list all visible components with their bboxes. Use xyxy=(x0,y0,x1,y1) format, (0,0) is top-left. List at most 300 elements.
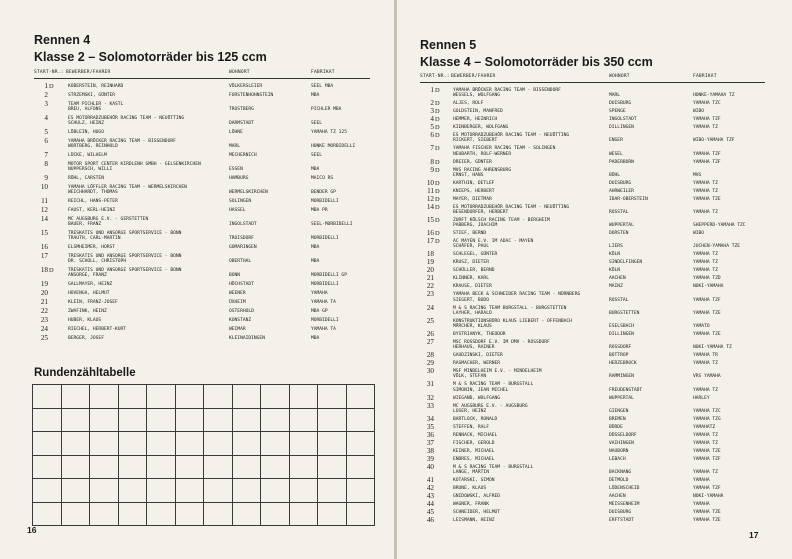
entry-cls: D xyxy=(435,230,440,238)
entry-city: DUISBURG xyxy=(609,180,632,186)
entry-name: MOTOR SPORT CENTER KIRDLENH GMBH - GELSENKIRCHEN NUPPERSCH, WILLI xyxy=(68,161,201,173)
entry-num: 44 xyxy=(426,500,434,508)
entry-city: BOTTROP xyxy=(609,353,629,359)
entry-cls: D xyxy=(435,158,440,166)
entry-make: YAMAHA TZ xyxy=(693,469,718,475)
entry-make: YAMAHA TZ xyxy=(693,387,718,393)
lap-table-cell xyxy=(289,408,318,432)
entry-name: YAMAHA BECK & SCHNEIDER RACING TEAM - NÜRNBERG SIEGERT, BODO xyxy=(453,292,581,303)
entry-num: 33 xyxy=(426,401,434,410)
lap-table-cell xyxy=(346,385,375,409)
lap-table-cell xyxy=(33,432,62,456)
entry-make: NOKI-YAMAHA TZ xyxy=(693,345,732,351)
entry-make: YAMAHA TZC xyxy=(693,101,721,107)
entry-num: 34 xyxy=(426,414,434,423)
lap-table-cell xyxy=(61,502,90,526)
entry-name: M & S RACING TEAM - BURGSTALL LANGE, MARTIN xyxy=(453,464,534,475)
entry-num: 16 xyxy=(426,229,434,238)
entry-num: 12 xyxy=(40,205,48,214)
entry-make: YAMAHA TZE xyxy=(693,332,721,337)
entry-num: 18 xyxy=(40,266,48,274)
entry-city: NAUBORN xyxy=(609,448,629,454)
entry-city: LÜDENSCHEID xyxy=(609,486,640,491)
entry-make: YAMAHA TZ xyxy=(693,180,718,186)
lap-table-cell xyxy=(61,455,90,479)
entry-make: BENDER GP xyxy=(311,190,336,196)
entry-name: RIECHEL, HERBERT-KURT xyxy=(68,326,127,332)
lap-table-cell xyxy=(175,479,204,503)
entry-num: 46 xyxy=(426,516,434,524)
entry-make: MVG xyxy=(693,172,702,178)
entry-num: 26 xyxy=(426,330,434,338)
lap-table-cell xyxy=(204,408,233,432)
entry-name: HOVENGA, HELMUT xyxy=(68,291,110,296)
entry-city: AHRWEILER xyxy=(609,188,634,194)
entry-make: YAMAHA xyxy=(311,291,328,296)
entry-num: 15 xyxy=(426,216,434,224)
entry-make: VRS YAMAHA xyxy=(693,374,721,380)
entry-num: 38 xyxy=(426,446,434,455)
entry-city: HÖCHSTADT xyxy=(229,282,254,288)
entry-make: MORBIDELLI xyxy=(311,317,339,323)
lap-table-cell xyxy=(147,408,176,432)
entry-name: SCHLEGEL, GÜNTER xyxy=(453,252,498,258)
lap-table-cell xyxy=(118,385,147,409)
lap-table-cell xyxy=(346,455,375,479)
race-title: Rennen 5 xyxy=(420,38,477,52)
lap-table-cell xyxy=(175,385,204,409)
entry-city: MEISSENHEIM xyxy=(609,502,640,507)
lap-table-cell xyxy=(147,502,176,526)
entry-num: 23 xyxy=(40,315,48,324)
lap-table-row xyxy=(33,455,375,479)
entry-city: LEBACH xyxy=(609,456,626,462)
lap-table-cell xyxy=(318,432,347,456)
entry-cls: D xyxy=(435,179,440,187)
entry-num: 25 xyxy=(40,333,48,342)
lap-table-cell xyxy=(204,385,233,409)
lap-table-cell xyxy=(261,408,290,432)
entry-num: 10 xyxy=(40,182,48,191)
entry-make: MORBIDELLI xyxy=(311,236,339,242)
entry-name: HUBER, KLAUS xyxy=(68,317,102,323)
entry-num: 11 xyxy=(41,197,48,205)
entry-make: YAMAHA TZF xyxy=(693,456,721,462)
lap-table-cell xyxy=(147,432,176,456)
entry-name: TRESKATIS UND ANSORGE SPORTSERVICE - BONN TRAUTH, CARL-MARTIN xyxy=(68,230,182,242)
entry-city: KONSTANZ xyxy=(229,317,252,323)
lap-table-cell xyxy=(90,432,119,456)
entry-name: BARTLOCK, RONALD xyxy=(453,416,498,422)
entry-make: WIBO-YAMAHA TZF xyxy=(693,138,735,144)
entry-name: ES MOTORRADZUBEHÖR RACING TEAM - NEUÖTTING SCHULZ, HEINZ xyxy=(68,115,185,127)
lap-table-cell xyxy=(261,502,290,526)
entry-name: GAUDZINSKI, DIETER xyxy=(453,353,503,359)
entry-make: YAMAHA TZF xyxy=(693,297,721,303)
entry-name: RÖHL, CARSTEN xyxy=(68,176,104,181)
lap-table-cell xyxy=(175,455,204,479)
entry-make: SHEPPERD-YAMAHA TZC xyxy=(693,223,746,229)
entry-city: ESSEN xyxy=(229,167,243,173)
entry-cls: D xyxy=(49,83,54,90)
lap-table-cell xyxy=(261,432,290,456)
entry-num: 35 xyxy=(426,422,434,431)
entry-make: MORBIDELLI xyxy=(311,199,339,204)
class-title: Klasse 4 – Solomotorräder bis 350 ccm xyxy=(420,55,653,69)
lap-table-cell xyxy=(90,408,119,432)
page-number-right: 17 xyxy=(749,530,759,540)
entry-num: 9 xyxy=(430,165,434,174)
entry-city: RAMMINGEN xyxy=(609,374,634,380)
entry-num: 20 xyxy=(426,266,434,275)
entry-cls: D xyxy=(435,100,440,108)
entry-make: YAMAHA TZ xyxy=(693,260,718,266)
right-page xyxy=(397,0,792,559)
lap-table-cell xyxy=(118,479,147,503)
entry-name: REICHL, HANS-PETER xyxy=(68,199,118,204)
lap-table-cell xyxy=(346,479,375,503)
entry-name: WAGNER, FRANK xyxy=(453,502,489,507)
entry-city: DILLINGEN xyxy=(609,332,634,337)
lap-table-cell xyxy=(346,408,375,432)
lap-table-cell xyxy=(232,479,261,503)
entry-name: KLINNER, KARL xyxy=(453,276,489,282)
entry-num: 42 xyxy=(426,484,434,492)
entry-cls: D xyxy=(435,108,440,116)
entry-num: 27 xyxy=(426,338,434,346)
entry-name: ENDRES, MICHAEL xyxy=(453,456,495,462)
left-page xyxy=(0,0,394,559)
entry-city: ERFTSTADT xyxy=(609,518,634,523)
lap-table-cell xyxy=(90,479,119,503)
entry-num: 4 xyxy=(44,113,48,122)
lap-table-cell xyxy=(204,455,233,479)
lap-table-cell xyxy=(118,408,147,432)
entry-name: ELSMHEIMER, HORST xyxy=(68,245,116,250)
entry-make: SEEL-MORBIDELLI xyxy=(311,221,353,227)
header-bewerber: BEWERBER/FAHRER xyxy=(451,74,496,79)
lap-table-cell xyxy=(33,479,62,503)
entry-name: LEISMANN, HEINZ xyxy=(453,518,495,523)
entry-city: GOMARINGEN xyxy=(229,245,257,250)
entry-city: PADERBORN xyxy=(609,159,634,165)
entry-num: 41 xyxy=(426,476,434,484)
entry-make: YAMAHA TZC xyxy=(693,408,721,414)
entry-cls: D xyxy=(49,267,54,274)
entry-city: VÖLKERSLEIER xyxy=(229,84,263,89)
entry-name: STEFFEN, RALF xyxy=(453,424,489,430)
header-start-nr: START-NR.: xyxy=(34,70,64,75)
entry-name: TRESKATIS UND ANSORGE SPORTSERVICE - BONN ANSORGE, FRANZ xyxy=(68,268,182,279)
lap-table-cell xyxy=(33,502,62,526)
entry-make: YAMAHA TZD xyxy=(693,276,721,282)
entry-list xyxy=(420,88,765,543)
entry-name: SCHÜLLER, BERND xyxy=(453,268,495,274)
entry-name: YAMAHA LÖFFLER RACING TEAM - WERMELSKIRCHEN WEICHHARDT, THOMAS xyxy=(68,184,187,196)
entry-make: YAMAHA TZE xyxy=(693,310,721,316)
entry-name: YAMAHA BRÖCKER RACING TEAM - BISSENDORF WORTBERG, REINHOLD xyxy=(68,138,176,150)
entry-num: 24 xyxy=(426,303,434,312)
entry-make: JUCHEN-YAMAHA TZE xyxy=(693,244,741,250)
entry-name: TEAM PICHLER - KASTL BREU, ALFONS xyxy=(68,101,124,112)
lap-table-cell xyxy=(33,385,62,409)
entry-make: MORBIDELLI GP xyxy=(311,273,347,279)
entry-num: 3 xyxy=(430,107,434,116)
lap-table-cell xyxy=(90,455,119,479)
lap-count-table xyxy=(32,384,375,526)
entry-city: KÖLN xyxy=(609,252,621,258)
entry-name: DREIER, GÜNTER xyxy=(453,159,492,165)
entry-num: 28 xyxy=(426,351,434,360)
class-title: Klasse 2 – Solomotorräder bis 125 ccm xyxy=(34,50,267,64)
entry-city: DARMSTADT xyxy=(229,121,254,127)
entry-cls: D xyxy=(435,166,440,174)
entry-make: SEEL xyxy=(311,121,323,127)
entry-make: SEEL xyxy=(311,153,323,158)
lap-table-cell xyxy=(318,502,347,526)
entry-make: NOKI-YAMAHA xyxy=(693,284,724,290)
entry-num: 45 xyxy=(426,508,434,516)
entry-city: MARL xyxy=(229,144,241,150)
header-fabrikat: FABRIKAT xyxy=(693,74,717,79)
entry-city: SINDELFINGEN xyxy=(609,260,643,266)
entry-num: 5 xyxy=(44,128,48,136)
entry-name: FISCHER, GEROLD xyxy=(453,440,495,446)
entry-name: STIEF, BERND xyxy=(453,231,487,237)
entry-name: M & S RACING TEAM - BURGSTALL SIMONIN, JEAN MICHEL xyxy=(453,382,534,393)
entry-city: ÜXHEIM xyxy=(229,299,246,305)
entry-num: 17 xyxy=(426,237,434,246)
entry-city: BÜRDE xyxy=(609,424,623,430)
entry-city: INGOLSTADT xyxy=(609,117,637,123)
entry-city: ENGER xyxy=(609,138,623,144)
entry-num: 4 xyxy=(430,115,434,124)
lap-table-row xyxy=(33,479,375,503)
entry-num: 19 xyxy=(40,280,48,289)
entry-city: SPENGE xyxy=(609,109,626,115)
entry-make: YAMAHA TZ xyxy=(693,209,718,215)
entry-num: 5 xyxy=(430,123,434,132)
lap-table-cell xyxy=(346,432,375,456)
entry-num: 11 xyxy=(427,186,434,195)
entry-make: MBA xyxy=(311,245,320,250)
entry-make: YAMAHA TZG xyxy=(693,416,721,422)
lap-table-cell xyxy=(204,479,233,503)
entry-city: TROSTBERG xyxy=(229,106,254,112)
entry-city: SOLINGEN xyxy=(229,199,252,204)
entry-city: LÖHNE xyxy=(229,130,243,135)
lap-table-cell xyxy=(232,432,261,456)
entry-make: WIBO xyxy=(693,231,705,237)
entry-city: VAIHINGEN xyxy=(609,440,634,446)
entry-city: BÜHL xyxy=(609,172,621,178)
entry-make: MORBIDELLI xyxy=(311,282,339,288)
entry-num: 7 xyxy=(44,151,48,159)
entry-city: WEIMAR xyxy=(229,326,246,332)
entry-city: INGOLSTADT xyxy=(229,221,257,227)
entry-name: ZURFT KÖLSCH RACING TEAM - BERGHEIM PABBERG, JOACHIM xyxy=(453,218,550,229)
entry-name: GOLDSTEIN, MANFRED xyxy=(453,109,503,115)
header-fabrikat: FABRIKAT xyxy=(311,70,335,75)
lap-table-cell xyxy=(118,502,147,526)
entry-name: AC MAYEN E.V. IM ADAC - MAYEN SCHÄFER, PAUL xyxy=(453,239,534,250)
entry-name: MVG RACING AHRENSBURG ERNST, HANS xyxy=(453,167,512,178)
entry-name: KOBERSTEIN, REINHARD xyxy=(68,84,124,89)
header-wohnort: WOHNORT xyxy=(229,70,250,75)
entry-make: YAMAHA TZ xyxy=(693,440,718,446)
entry-name: RENNACK, MICHAEL xyxy=(453,432,498,438)
entry-make: WIBO xyxy=(693,109,705,115)
entry-num: 39 xyxy=(426,454,434,463)
lap-table-cell xyxy=(147,385,176,409)
lap-table-cell xyxy=(289,502,318,526)
entry-city: DILLINGEN xyxy=(609,125,634,131)
lap-table-cell xyxy=(261,455,290,479)
entry-num: 21 xyxy=(40,297,48,306)
header-rule xyxy=(420,82,765,83)
entry-make: HARLEY xyxy=(693,395,710,401)
entry-name: MAYER, DIETMAR xyxy=(453,196,492,202)
entry-name: ZWAFINK, HEINZ xyxy=(68,308,107,314)
entry-name: KOTARSKI, SIMON xyxy=(453,478,495,483)
entry-make: YAMAHA TZ xyxy=(693,268,718,274)
entry-make: MBA PR xyxy=(311,207,328,213)
entry-make: YAMAHA TZE xyxy=(693,448,721,454)
lap-table-cell xyxy=(204,502,233,526)
entry-name: MC AUGSBURG E.V. - AUGSBURG LOSER, HEINZ xyxy=(453,403,528,414)
lap-table-cell xyxy=(318,408,347,432)
entry-num: 15 xyxy=(40,228,48,237)
entry-city: BURGSTETTEN xyxy=(609,310,640,316)
entry-num: 6 xyxy=(430,131,434,140)
entry-make: MBA xyxy=(311,259,320,265)
entry-city: MECHERNICH xyxy=(229,153,257,158)
lap-table-cell xyxy=(61,385,90,409)
entry-name: GALLMAYER, HEINZ xyxy=(68,282,113,288)
entry-num: 2 xyxy=(430,99,434,108)
entry-cls: D xyxy=(435,187,440,195)
entry-city: WESEL xyxy=(609,151,623,157)
entry-make: MAICO RS xyxy=(311,176,334,181)
lap-table-cell xyxy=(90,385,119,409)
lap-table-cell xyxy=(232,408,261,432)
lap-table-cell xyxy=(289,479,318,503)
entry-make: HONKE-YAMAHA TZ xyxy=(693,93,735,99)
entry-make: MBA GP xyxy=(311,308,328,314)
entry-name: KONSTRUKTIONSBÜRO KLAUS LIEBERT - OFFENBACH MÄRCHER, KLAUS xyxy=(453,318,572,329)
entry-num: 1 xyxy=(44,82,48,90)
entry-name: LÖBLEIN, HUGO xyxy=(68,130,104,135)
lap-table-cell xyxy=(232,385,261,409)
lap-table-cell xyxy=(61,479,90,503)
entry-city: FREUDENSTADT xyxy=(609,387,643,393)
entry-cls: D xyxy=(435,238,440,246)
entry-cls: D xyxy=(435,116,440,124)
entry-cls: D xyxy=(435,145,440,153)
entry-city: WUPPERTAL xyxy=(609,223,634,229)
entry-name: ALJES, ROLF xyxy=(453,101,484,107)
entry-city: MARL xyxy=(609,93,621,99)
entry-num: 8 xyxy=(44,159,48,168)
entry-city: ROSSTAL xyxy=(609,209,629,215)
entry-name: HEMMER, HEINRICH xyxy=(453,117,498,123)
entry-make: YAMAHA TZ xyxy=(693,252,718,258)
entry-city: ESELSBACH xyxy=(609,323,634,329)
lap-table-cell xyxy=(318,479,347,503)
entry-city: ROSSDORF xyxy=(609,345,632,351)
entry-city: IDAR-OBERSTEIN xyxy=(609,196,648,202)
lap-table-row xyxy=(33,432,375,456)
lap-table-cell xyxy=(175,432,204,456)
entry-city: TROISDORF xyxy=(229,236,254,242)
entry-make: YAMAHA TZ xyxy=(693,188,718,194)
entry-cls: D xyxy=(435,132,440,140)
race-title: Rennen 4 xyxy=(34,33,91,47)
lap-table-cell xyxy=(90,502,119,526)
entry-num: 20 xyxy=(40,289,48,297)
lap-table-cell xyxy=(261,385,290,409)
entry-city: AACHEN xyxy=(609,494,626,499)
header-wohnort: WOHNORT xyxy=(609,74,630,79)
entry-cls: D xyxy=(435,124,440,132)
entry-num: 40 xyxy=(426,462,434,471)
entry-name: KEINER, MICHAEL xyxy=(453,448,495,454)
entry-num: 3 xyxy=(44,99,48,108)
entry-make: YAMAHA TZE xyxy=(693,510,721,515)
lap-table-cell xyxy=(175,408,204,432)
entry-num: 18 xyxy=(426,250,434,259)
entry-make: YAMAHA TA xyxy=(311,299,336,305)
entry-city: BREMEN xyxy=(609,416,626,422)
entry-num: 37 xyxy=(426,438,434,447)
entry-make: NOKI-YAMAHA xyxy=(693,494,724,499)
entry-name: MC AUGSBURG E.V. - GERSTETTEN BAUER, FRANZ xyxy=(68,216,149,227)
entry-num: 2 xyxy=(44,90,48,99)
entry-num: 6 xyxy=(44,136,48,145)
entry-cls: D xyxy=(435,203,440,211)
entry-name: MSC ROSSDORF E.V. IM DMV - ROSSDORF HERHAUS, RAINER xyxy=(453,340,550,351)
entry-make: YAMAHA TR xyxy=(693,353,718,359)
entry-cls: D xyxy=(435,217,440,224)
lap-table-row xyxy=(33,502,375,526)
entry-name: GNIDOWSKI, ALFRED xyxy=(453,494,501,499)
entry-name: FAUST, KERL-HEINZ xyxy=(68,207,116,213)
entry-make: HONKE MORBIDELLI xyxy=(311,144,356,150)
page-number-left: 16 xyxy=(27,525,37,535)
entry-city: WUPPERTAL xyxy=(609,395,634,401)
entry-make: MBA xyxy=(311,335,320,341)
entry-name: BERGER, JOSEF xyxy=(68,335,104,341)
entry-name: YAMAHA FISCHER RACING TEAM - SOLINGEN NEUBARTH, ROLF-WERNER xyxy=(453,146,556,157)
entry-make: YAMAHA TZF xyxy=(693,159,721,165)
lap-table-cell xyxy=(33,408,62,432)
entry-name: STRZEMSKI, GÜNTER xyxy=(68,92,116,98)
entry-make: YAMAHA TZF xyxy=(693,117,721,123)
entry-name: YAMAHA BRÖCKER RACING TEAM - BISSENDORF WESSELS, WOLFGANG xyxy=(453,88,561,99)
entry-name: KRAUSE, DIETER xyxy=(453,284,492,290)
entry-name: BRUNE, KLAUS xyxy=(453,486,487,491)
entry-city: ROSSTAL xyxy=(609,297,629,303)
entry-num: 24 xyxy=(40,324,48,333)
entry-make: YAMAHA TZ xyxy=(693,361,718,367)
entry-num: 14 xyxy=(426,202,434,211)
entry-city: WERMELSKIRCHEN xyxy=(229,190,268,196)
lap-table-cell xyxy=(346,502,375,526)
entry-city: DUISBURG xyxy=(609,510,632,515)
entry-name: LÜCKE, WILHELM xyxy=(68,153,107,158)
entry-make: YAMAHA xyxy=(693,478,710,483)
entry-city: AACHEN xyxy=(609,276,626,282)
